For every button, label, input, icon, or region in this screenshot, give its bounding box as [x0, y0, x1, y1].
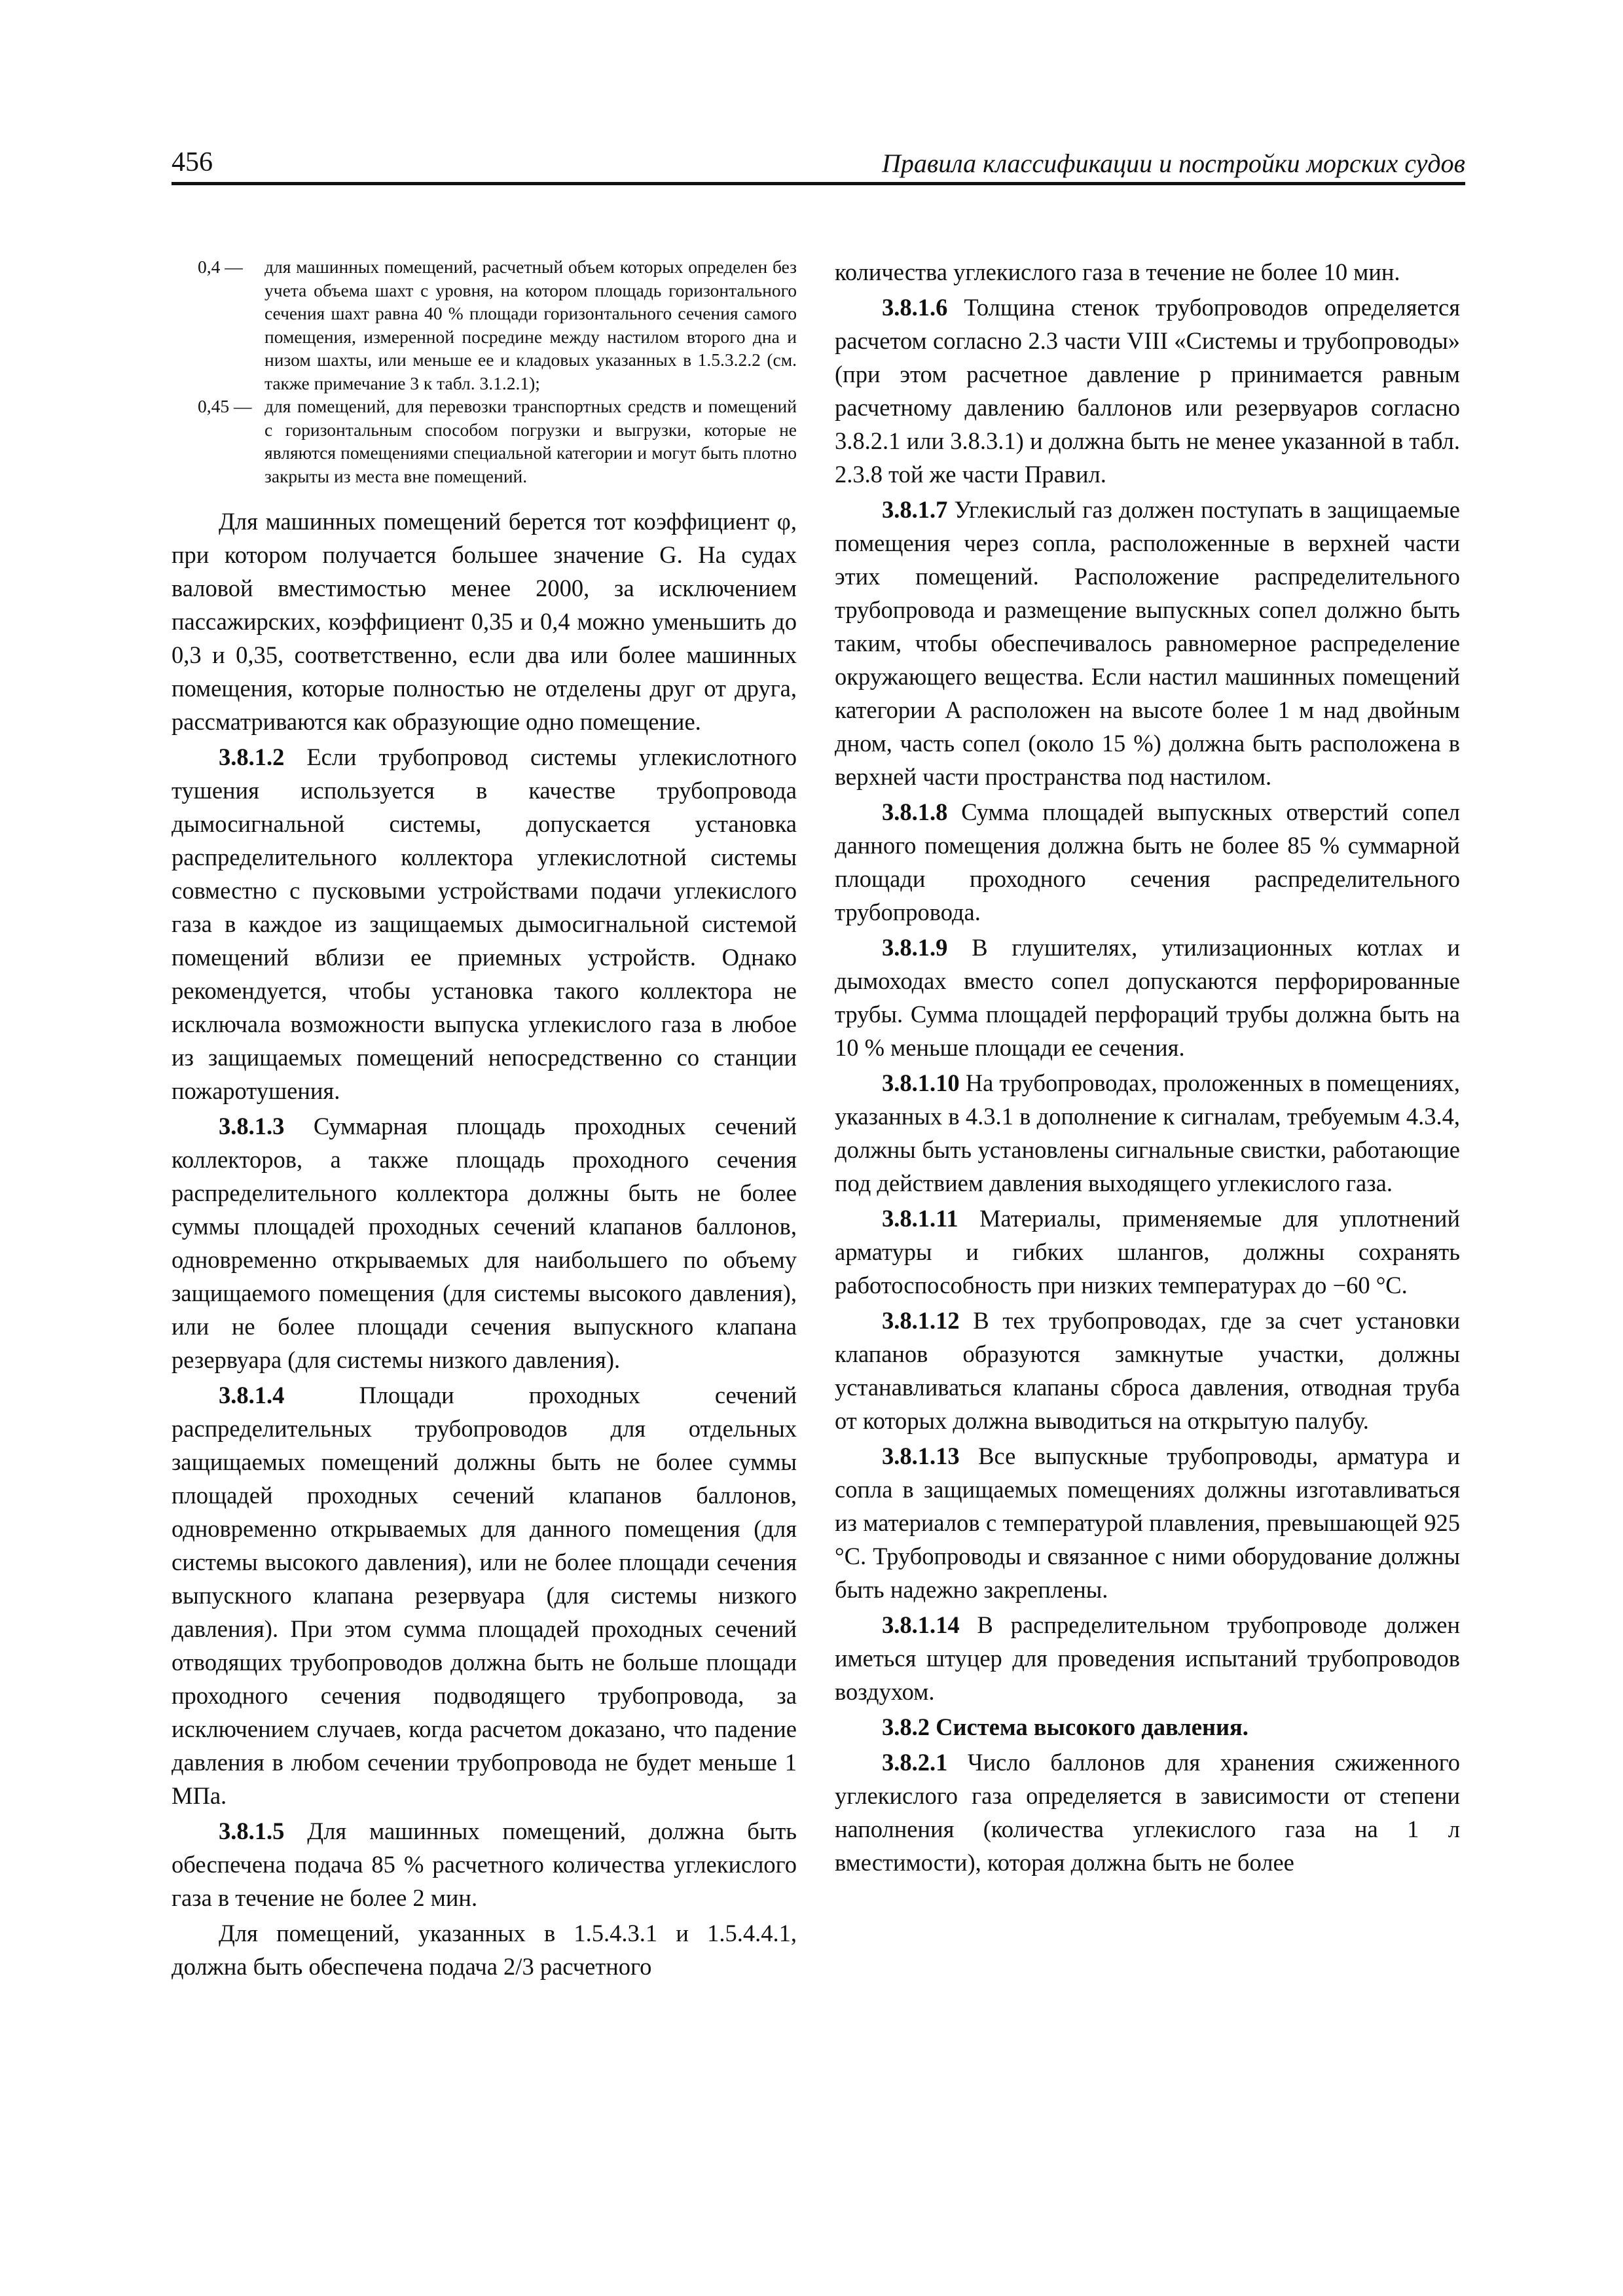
clause-3-8-1-8: [835, 795, 1460, 929]
clause-3-8-1-7: [835, 493, 1460, 793]
clause-3-8-1-10: [835, 1066, 1460, 1200]
clause-3-8-1-9: [835, 931, 1460, 1064]
paragraph: Для машинных помещений берется тот коэффициент φ, при котором получается большее значение G. На судах валовой вместимостью менее 2000, за исключением пассажирских, коэффициент 0,35 и 0,4 можно уменьшить до 0,3 и 0,35, соответственно, если два или более машинных помещения, которые полностью не отделены друг от друга, рассматриваются как образующие одно помещение.: [172, 508, 797, 735]
section-heading-3-8-2: 3.8.2 Система высокого давления.: [882, 1713, 1249, 1740]
clause-text: Если трубопровод системы углекислотного тушения используется в качестве трубопровода дымосигнальной системы, допускается установка распределительного коллектора углекислотной системы совместно с пусковыми устройствами подачи углекислого газа в каждое из защищаемых дымосигнальной системой помещений вблизи ее приемных устройств. Однако рекомендуется, чтобы установка такого коллектора не исключала возможности выпуска углекислого газа в любое из защищаемых помещений непосредственно со станции пожаротушения.: [172, 744, 797, 1104]
clause-number: 3.8.1.13: [882, 1443, 960, 1469]
clause-text: В распределительном трубопроводе должен иметься штуцер для проведения испытаний трубопроводов воздухом.: [835, 1611, 1461, 1705]
clause-text: Все выпускные трубопроводы, арматура и сопла в защищаемых помещениях должны изготавливаться из материалов с температурой плавления, превышающей 925 °C. Трубопроводы и связанное с ними оборудование должны быть надежно закреплены.: [835, 1443, 1460, 1603]
note-item: [172, 255, 797, 395]
coefficient-notes: [172, 255, 797, 488]
clause-number: 3.8.1.12: [882, 1307, 960, 1334]
clause-number: 3.8.1.4: [219, 1382, 285, 1408]
clause-3-8-1-11: [835, 1202, 1460, 1302]
clause-number: 3.8.1.6: [882, 294, 948, 321]
clause-text: На трубопроводах, проложенных в помещениях, указанных в 4.3.1 в дополнение к сигналам, требуемым 4.3.4, должны быть установлены сигнальные свистки, работающие под действием давления выходящего углекислого газа.: [835, 1069, 1461, 1196]
clause-3-8-1-5: [172, 1814, 797, 1914]
clause-text: Толщина стенок трубопроводов определяется расчетом согласно 2.3 части VIII «Системы и трубопроводы» (при этом расчетное давление p принимается равным расчетному давлению баллонов или резервуаров согласно 3.8.2.1 или 3.8.3.1) и должна быть не менее указанной в табл. 2.3.8 той же части Правил.: [835, 294, 1461, 488]
clause-number: 3.8.1.14: [882, 1611, 960, 1638]
clause-number: 3.8.1.3: [219, 1113, 285, 1139]
clause-text: Сумма площадей выпускных отверстий сопел данного помещения должна быть не более 85 % суммарной площади проходного сечения распределительного трубопровода.: [835, 798, 1460, 925]
note-key: 0,4 —: [198, 257, 243, 277]
clause-number: 3.8.1.11: [882, 1205, 958, 1232]
clause-number: 3.8.1.8: [882, 798, 948, 825]
clause-text: Для машинных помещений, должна быть обеспечена подача 85 % расчетного количества углекислого газа в течение не более 2 мин.: [172, 1818, 797, 1911]
clause-3-8-1-4: [172, 1378, 797, 1812]
clause-3-8-1-2: [172, 740, 797, 1107]
note-key: 0,45 —: [198, 396, 252, 416]
page-number: 456: [172, 147, 213, 177]
clause-text: В тех трубопроводах, где за счет установки клапанов образуются замкнутые участки, должны устанавливаться клапаны сброса давления, отводная труба от которых должна выводиться на открытую палубу.: [835, 1307, 1460, 1434]
clause-text: Углекислый газ должен поступать в защищаемые помещения через сопла, расположенные в верхней части этих помещений. Расположение распределительного трубопровода и размещение выпускных сопел должно быть таким, чтобы обеспечивалось равномерное распределение окружающего вещества. Если настил машинных помещений категории A расположен на высоте более 1 м над двойным дном, часть сопел (около 15 %) должна быть расположена в верхней части пространства под настилом.: [835, 496, 1460, 790]
clause-text: Площади проходных сечений распределительных трубопроводов для отдельных защищаемых помещений должны быть не более суммы площадей проходных сечений клапанов баллонов, одновременно открываемых для данного помещения (для системы высокого давления), или не более площади сечения выпускного клапана резервуара (для системы низкого давления). При этом сумма площадей проходных сечений отводящих трубопроводов должна быть не больше площади проходного сечения подводящего трубопровода, за исключением случаев, когда расчетом доказано, что падение давления в любом сечении трубопровода не будет меньше 1 МПа.: [172, 1382, 797, 1809]
note-text: для машинных помещений, расчетный объем которых определен без учета объема шахт с уровня, на котором площадь горизонтального сечения шахт равна 40 % площади горизонтального сечения самого помещения, измеренной посредине между настилом второго дна и низом шахты, или меньше ее и кладовых указанных в 1.5.3.2.2 (см. также примечание 3 к табл. 3.1.2.1);: [264, 257, 797, 393]
clause-text: В глушителях, утилизационных котлах и дымоходах вместо сопел допускаются перфорированные трубы. Сумма площадей перфораций трубы должна быть на 10 % меньше площади ее сечения.: [835, 934, 1460, 1061]
clause-number: 3.8.2.1: [882, 1749, 948, 1776]
note-text: для помещений, для перевозки транспортных средств и помещений с горизонтальным способом погрузки и выгрузки, которые не являются помещениями специальной категории и могут быть плотно закрыты из места вне помещений.: [264, 396, 797, 486]
clause-text: Материалы, применяемые для уплотнений арматуры и гибких шлангов, должны сохранять работоспособность при низких температурах до −60 °C.: [835, 1205, 1460, 1299]
clause-3-8-1-12: [835, 1304, 1460, 1437]
left-column: [172, 255, 797, 1985]
clause-number: 3.8.1.9: [882, 934, 948, 961]
clause-number: 3.8.1.7: [882, 496, 948, 523]
clause-text: Суммарная площадь проходных сечений коллекторов, а также площадь проходного сечения распределительного коллектора должны быть не более суммы площадей проходных сечений клапанов баллонов, одновременно открываемых для наибольшего по объему защищаемого помещения (для системы высокого давления), или не более площади сечения выпускного клапана резервуара (для системы низкого давления).: [172, 1113, 797, 1373]
clause-number: 3.8.1.10: [882, 1069, 960, 1096]
note-item: [172, 395, 797, 488]
paragraph: количества углекислого газа в течение не более 10 мин.: [835, 259, 1400, 285]
clause-text: Число баллонов для хранения сжиженного углекислого газа определяется в зависимости от степени наполнения (количества углекислого газа на 1 л вместимости), которая должна быть не более: [835, 1749, 1461, 1876]
paragraph: Для помещений, указанных в 1.5.4.3.1 и 1.5.4.4.1, должна быть обеспечена подача 2/3 расчетного: [172, 1920, 797, 1980]
running-title: Правила классификации и постройки морских судов: [881, 149, 1465, 178]
clause-3-8-2-1: [835, 1746, 1460, 1879]
clause-3-8-1-13: [835, 1439, 1460, 1606]
clause-number: 3.8.1.5: [219, 1818, 285, 1844]
page-header: [172, 143, 1465, 185]
right-column: [835, 255, 1460, 1881]
clause-3-8-1-6: [835, 291, 1460, 491]
clause-number: 3.8.1.2: [219, 744, 285, 770]
clause-3-8-1-3: [172, 1109, 797, 1376]
clause-3-8-1-14: [835, 1608, 1460, 1708]
